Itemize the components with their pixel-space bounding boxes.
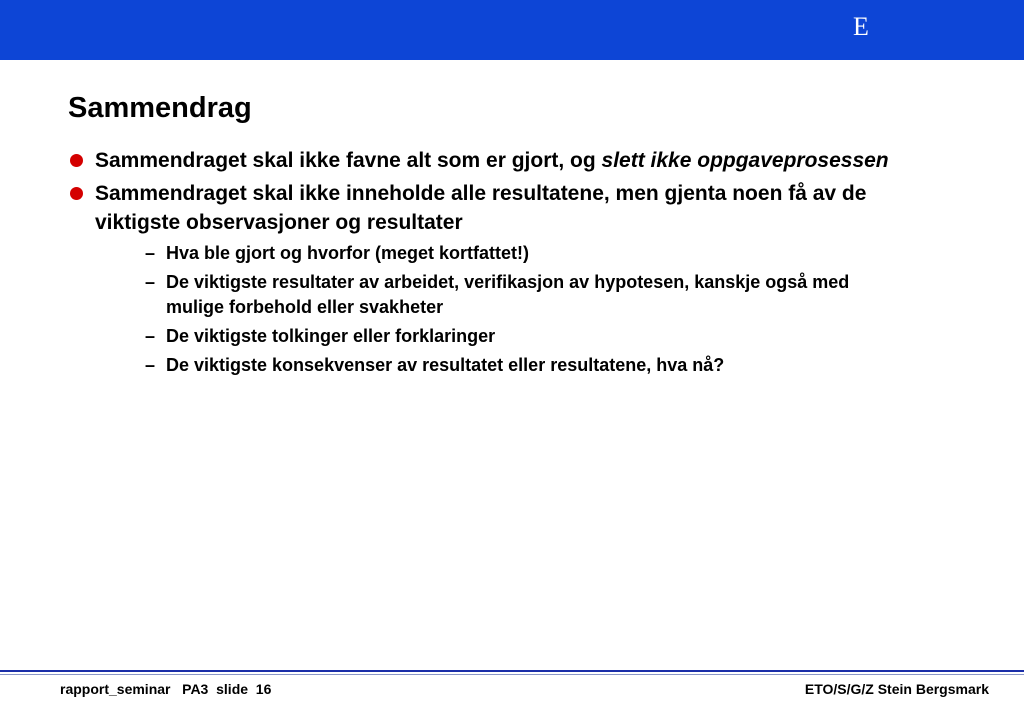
sub-item: [146, 324, 908, 349]
bullet-item: [68, 146, 908, 175]
dash-icon: –: [145, 355, 156, 375]
dash-icon: –: [145, 272, 156, 292]
sub-item-text: De viktigste konsekvenser av resultatet eller resultatene, hva nå?: [166, 355, 725, 375]
footer-divider: [0, 670, 1024, 672]
footer-author: ETO/S/G/Z Stein Bergsmark: [804, 681, 989, 697]
bullet-item: [68, 179, 908, 237]
bullet-emphasis: slett ikke oppgaveprosessen: [601, 149, 889, 172]
slide-content: [68, 146, 908, 382]
dash-icon: –: [145, 326, 156, 346]
bullet-text: Sammendraget skal ikke inneholde alle resultatene, men gjenta noen få av de viktigste observasjoner og resultater: [95, 182, 867, 234]
bullet-dot-icon: [70, 187, 83, 200]
sub-item: [146, 270, 908, 320]
sub-item: [146, 241, 908, 266]
bullet-dot-icon: [70, 154, 83, 167]
slide-title: Sammendrag: [68, 92, 252, 124]
header-band: [0, 0, 1024, 60]
sub-item-text: De viktigste tolkinger eller forklaringer: [166, 326, 496, 346]
footer-divider-thin: [0, 674, 1024, 675]
sub-item-text: De viktigste resultater av arbeidet, verifikasjon av hypotesen, kanskje også med mulige forbehold eller svakheter: [166, 272, 850, 317]
sub-item-text: Hva ble gjort og hvorfor (meget kortfattet!): [166, 243, 530, 263]
sub-item: [146, 353, 908, 378]
bullet-text: Sammendraget skal ikke favne alt som er gjort, og: [95, 149, 602, 172]
logo: E: [853, 12, 869, 41]
footer-slide-info: rapport_seminar PA3 slide 16: [60, 681, 272, 697]
dash-icon: –: [145, 243, 156, 263]
